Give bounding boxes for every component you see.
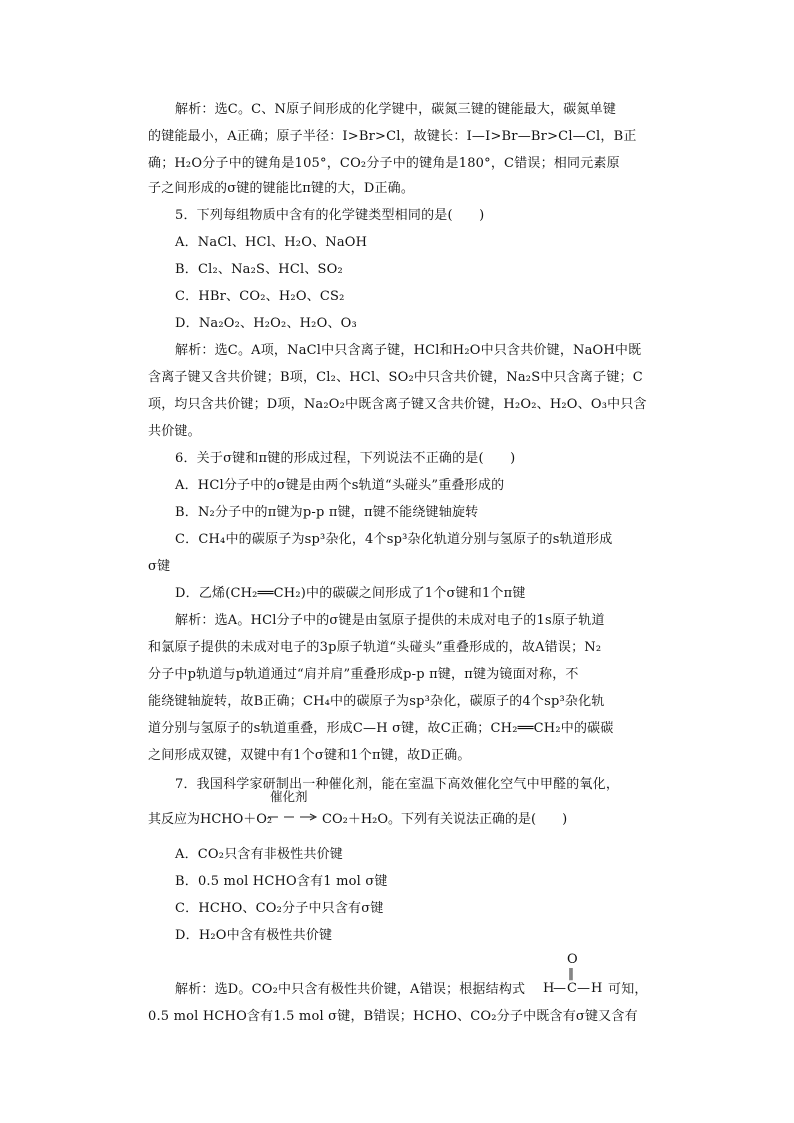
question-7-option-c: C．HCHO、CO₂分子中只含有σ键 [175, 901, 384, 916]
question-5-option-d: D．Na₂O₂、H₂O₂、H₂O、O₃ [175, 316, 357, 331]
question-5-analysis-line: 含离子键又含共价键；B项，Cl₂、HCl、SO₂中只含共价键，Na₂S中只含离子键；C [148, 370, 643, 385]
catalyst-label: 催化剂 [270, 789, 308, 804]
question-6-option-c-cont: σ键 [148, 559, 171, 574]
question-5-analysis-line: 项，均只含共价键；D项，Na₂O₂中既含离子键又含共价键，H₂O₂、H₂O、O₃中只含 [148, 397, 647, 412]
question-5-option-b: B．Cl₂、Na₂S、HCl、SO₂ [175, 262, 343, 277]
hydrogen-atom: H [543, 981, 555, 996]
analysis-line: 确；H₂O分子中的键角是105°，CO₂分子中的键角是180°，C错误；相同元素原 [148, 156, 620, 171]
question-7-option-a: A．CO₂只含有非极性共价键 [175, 847, 344, 862]
question-7-stem: 7．我国科学家研制出一种催化剂，能在室温下高效催化空气中甲醛的氧化， [175, 777, 620, 792]
hydrogen-atom: H [591, 981, 603, 996]
question-6-option-b: B．N₂分子中的π键为p-p π键，π键不能绕键轴旋转 [175, 505, 479, 520]
question-7-analysis-line: 解析：选D。CO₂中只含有极性共价键，A错误；根据结构式 [175, 982, 526, 997]
question-5-analysis-line: 共价键。 [148, 424, 201, 439]
single-bond: — [577, 981, 590, 996]
analysis-line: 子之间形成的σ键的键能比π键的大，D正确。 [148, 181, 415, 196]
equation-reactants: 其反应为HCHO＋O₂ [148, 812, 273, 827]
double-bond: ‖ [568, 966, 574, 980]
question-6-analysis-line: 和氯原子提供的未成对电子的3p原子轨道“头碰头”重叠形成的，故A错误；N₂ [148, 640, 602, 655]
question-6-analysis-line: 之间形成双键，双键中有1个σ键和1个π键，故D正确。 [148, 748, 471, 763]
carbon-atom: C [567, 981, 577, 996]
question-6-stem: 6．关于σ键和π键的形成过程，下列说法不正确的是( ) [175, 451, 516, 466]
question-5-option-c: C．HBr、CO₂、H₂O、CS₂ [175, 289, 345, 304]
question-7-analysis-tail: 可知， [608, 982, 648, 997]
analysis-line: 解析：选C。C、N原子间形成的化学键中，碳氮三键的键能最大，碳氮单键 [175, 102, 617, 117]
reaction-equation [148, 789, 648, 846]
question-7-option-d: D．H₂O中含有极性共价键 [175, 928, 333, 943]
question-6-analysis-line: 能绕键轴旋转，故B正确；CH₄中的碳原子为sp³杂化，碳原子的4个sp³杂化轨 [148, 694, 605, 709]
question-5-option-a: A．NaCl、HCl、H₂O、NaOH [175, 235, 368, 250]
single-bond: — [553, 981, 566, 996]
question-6-analysis-line: 解析：选A。HCl分子中的σ键是由氢原子提供的未成对电子的1s原子轨道 [175, 613, 605, 628]
oxygen-atom: O [567, 952, 578, 967]
question-5-stem: 5．下列每组物质中含有的化学键类型相同的是( ) [175, 208, 485, 223]
hcho-structural-formula [543, 950, 605, 1000]
reaction-arrow-icon [266, 813, 320, 821]
question-5-analysis-line: 解析：选C。A项，NaCl中只含离子键，HCl和H₂O中只含共价键，NaOH中既 [175, 343, 642, 358]
analysis-line: 的键能最小，A正确；原子半径：I>Br>Cl，故键长：I—I>Br—Br>Cl—Cl，B正 [148, 129, 637, 144]
question-6-analysis-line: 分子中p轨道与p轨道通过“肩并肩”重叠形成p-p π键，π键为镜面对称，不 [148, 667, 579, 682]
question-6-option-a: A．HCl分子中的σ键是由两个s轨道“头碰头”重叠形成的 [175, 478, 505, 493]
question-6-option-d: D．乙烯(CH₂══CH₂)中的碳碳之间形成了1个σ键和1个π键 [175, 586, 526, 601]
question-6-option-c: C．CH₄中的碳原子为sp³杂化，4个sp³杂化轨道分别与氢原子的s轨道形成 [175, 532, 613, 547]
equation-products: CO₂＋H₂O。下列有关说法正确的是( ) [322, 812, 568, 827]
question-6-analysis-line: 道分别与氢原子的s轨道重叠，形成C—H σ键，故C正确；CH₂══CH₂中的碳碳 [148, 721, 614, 736]
question-7-analysis-line: 0.5 mol HCHO含有1.5 mol σ键，B错误；HCHO、CO₂分子中既含有σ键又含有 [148, 1009, 638, 1024]
question-7-option-b: B．0.5 mol HCHO含有1 mol σ键 [175, 874, 388, 889]
